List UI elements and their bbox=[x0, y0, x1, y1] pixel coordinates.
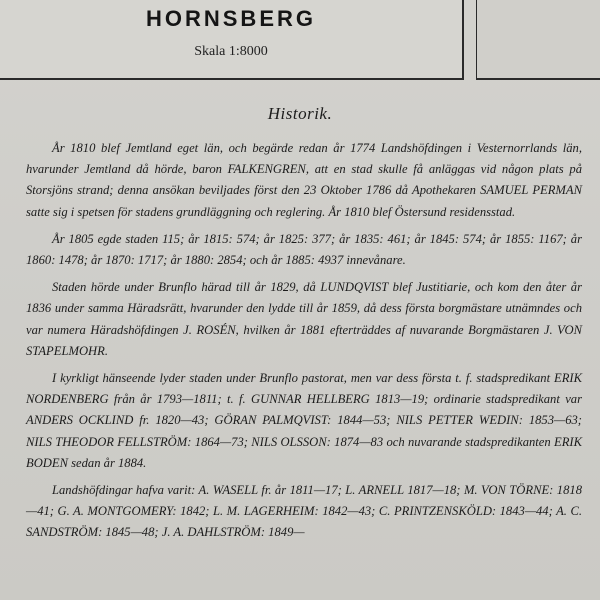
paragraph-population: År 1805 egde staden 115; år 1815: 574; år 1825: 377; år 1835: 461; år 1845: 574; år 1855: 1167; år 1860: 1478; år 1870: 1717; år 1880: 2854; och år 1885: 4937 innevånare. bbox=[26, 231, 582, 268]
map-title: HORNSBERG bbox=[145, 6, 316, 31]
map-frame-corner bbox=[476, 0, 600, 80]
paragraph-founding: År 1810 blef Jemtland eget län, och begärde redan år 1774 Landshöfdingen i Vesternorrlands län, hvarunder Jemtland då hörde, baron FALKENGREN, att en stad skulle få anläggas vid någon plats på Storsjöns strand; denna ansökan beviljades först den 23 Oktober 1786 då Apothekaren SAMUEL PERMAN satte sig i spetsen för stadens grundläggning och reglering. År 1810 blef Östersund residensstad. bbox=[26, 141, 582, 219]
paragraph-governors: Landshöfdingar hafva varit: A. WASELL fr. år 1811—17; L. ARNELL 1817—18; M. VON TÖRNE: 1818—41; G. A. MONTGOMERY: 1842; L. M. LAGERHEIM: 1842—43; C. PRINTZENSKÖLD: 1843—44; A. C. SANDSTRÖM: 1845—48; J. A. DAHLSTRÖM: 1849— bbox=[26, 483, 582, 540]
historik-text bbox=[26, 138, 582, 548]
paragraph-church: I kyrkligt hänseende lyder staden under Brunflo pastorat, men var dess första t. f. stadspredikant ERIK NORDENBERG från år 1793—1811; t. f. GUNNAR HELLBERG 1813—19; ordinarie stadspredikant var ANDERS OCKLIND fr. 1820—43; GÖRAN PALMQVIST: 1844—53; NILS PETTER WEDIN: 1853—63; NILS THEODOR FELLSTRÖM: 1864—73; NILS OLSSON: 1874—83 och nuvarande stadspredikanten ERIK BODEN sedan år 1884. bbox=[26, 371, 582, 470]
map-scale: Skala 1:8000 bbox=[194, 44, 268, 59]
section-heading: Historik. bbox=[267, 104, 333, 123]
map-title-cartouche bbox=[0, 0, 464, 80]
paragraph-jurisdiction: Staden hörde under Brunflo härad till år 1829, då LUNDQVIST blef Justitiarie, och kom den åter år 1836 under samma Häradsrätt, hvarunder den lydde till år 1859, då dess första borgmästare utnämndes och var numera Häradshöfdingen J. ROSÉN, hvilken år 1881 efterträddes af nuvarande Borgmästaren J. VON STAPELMOHR. bbox=[26, 280, 582, 358]
